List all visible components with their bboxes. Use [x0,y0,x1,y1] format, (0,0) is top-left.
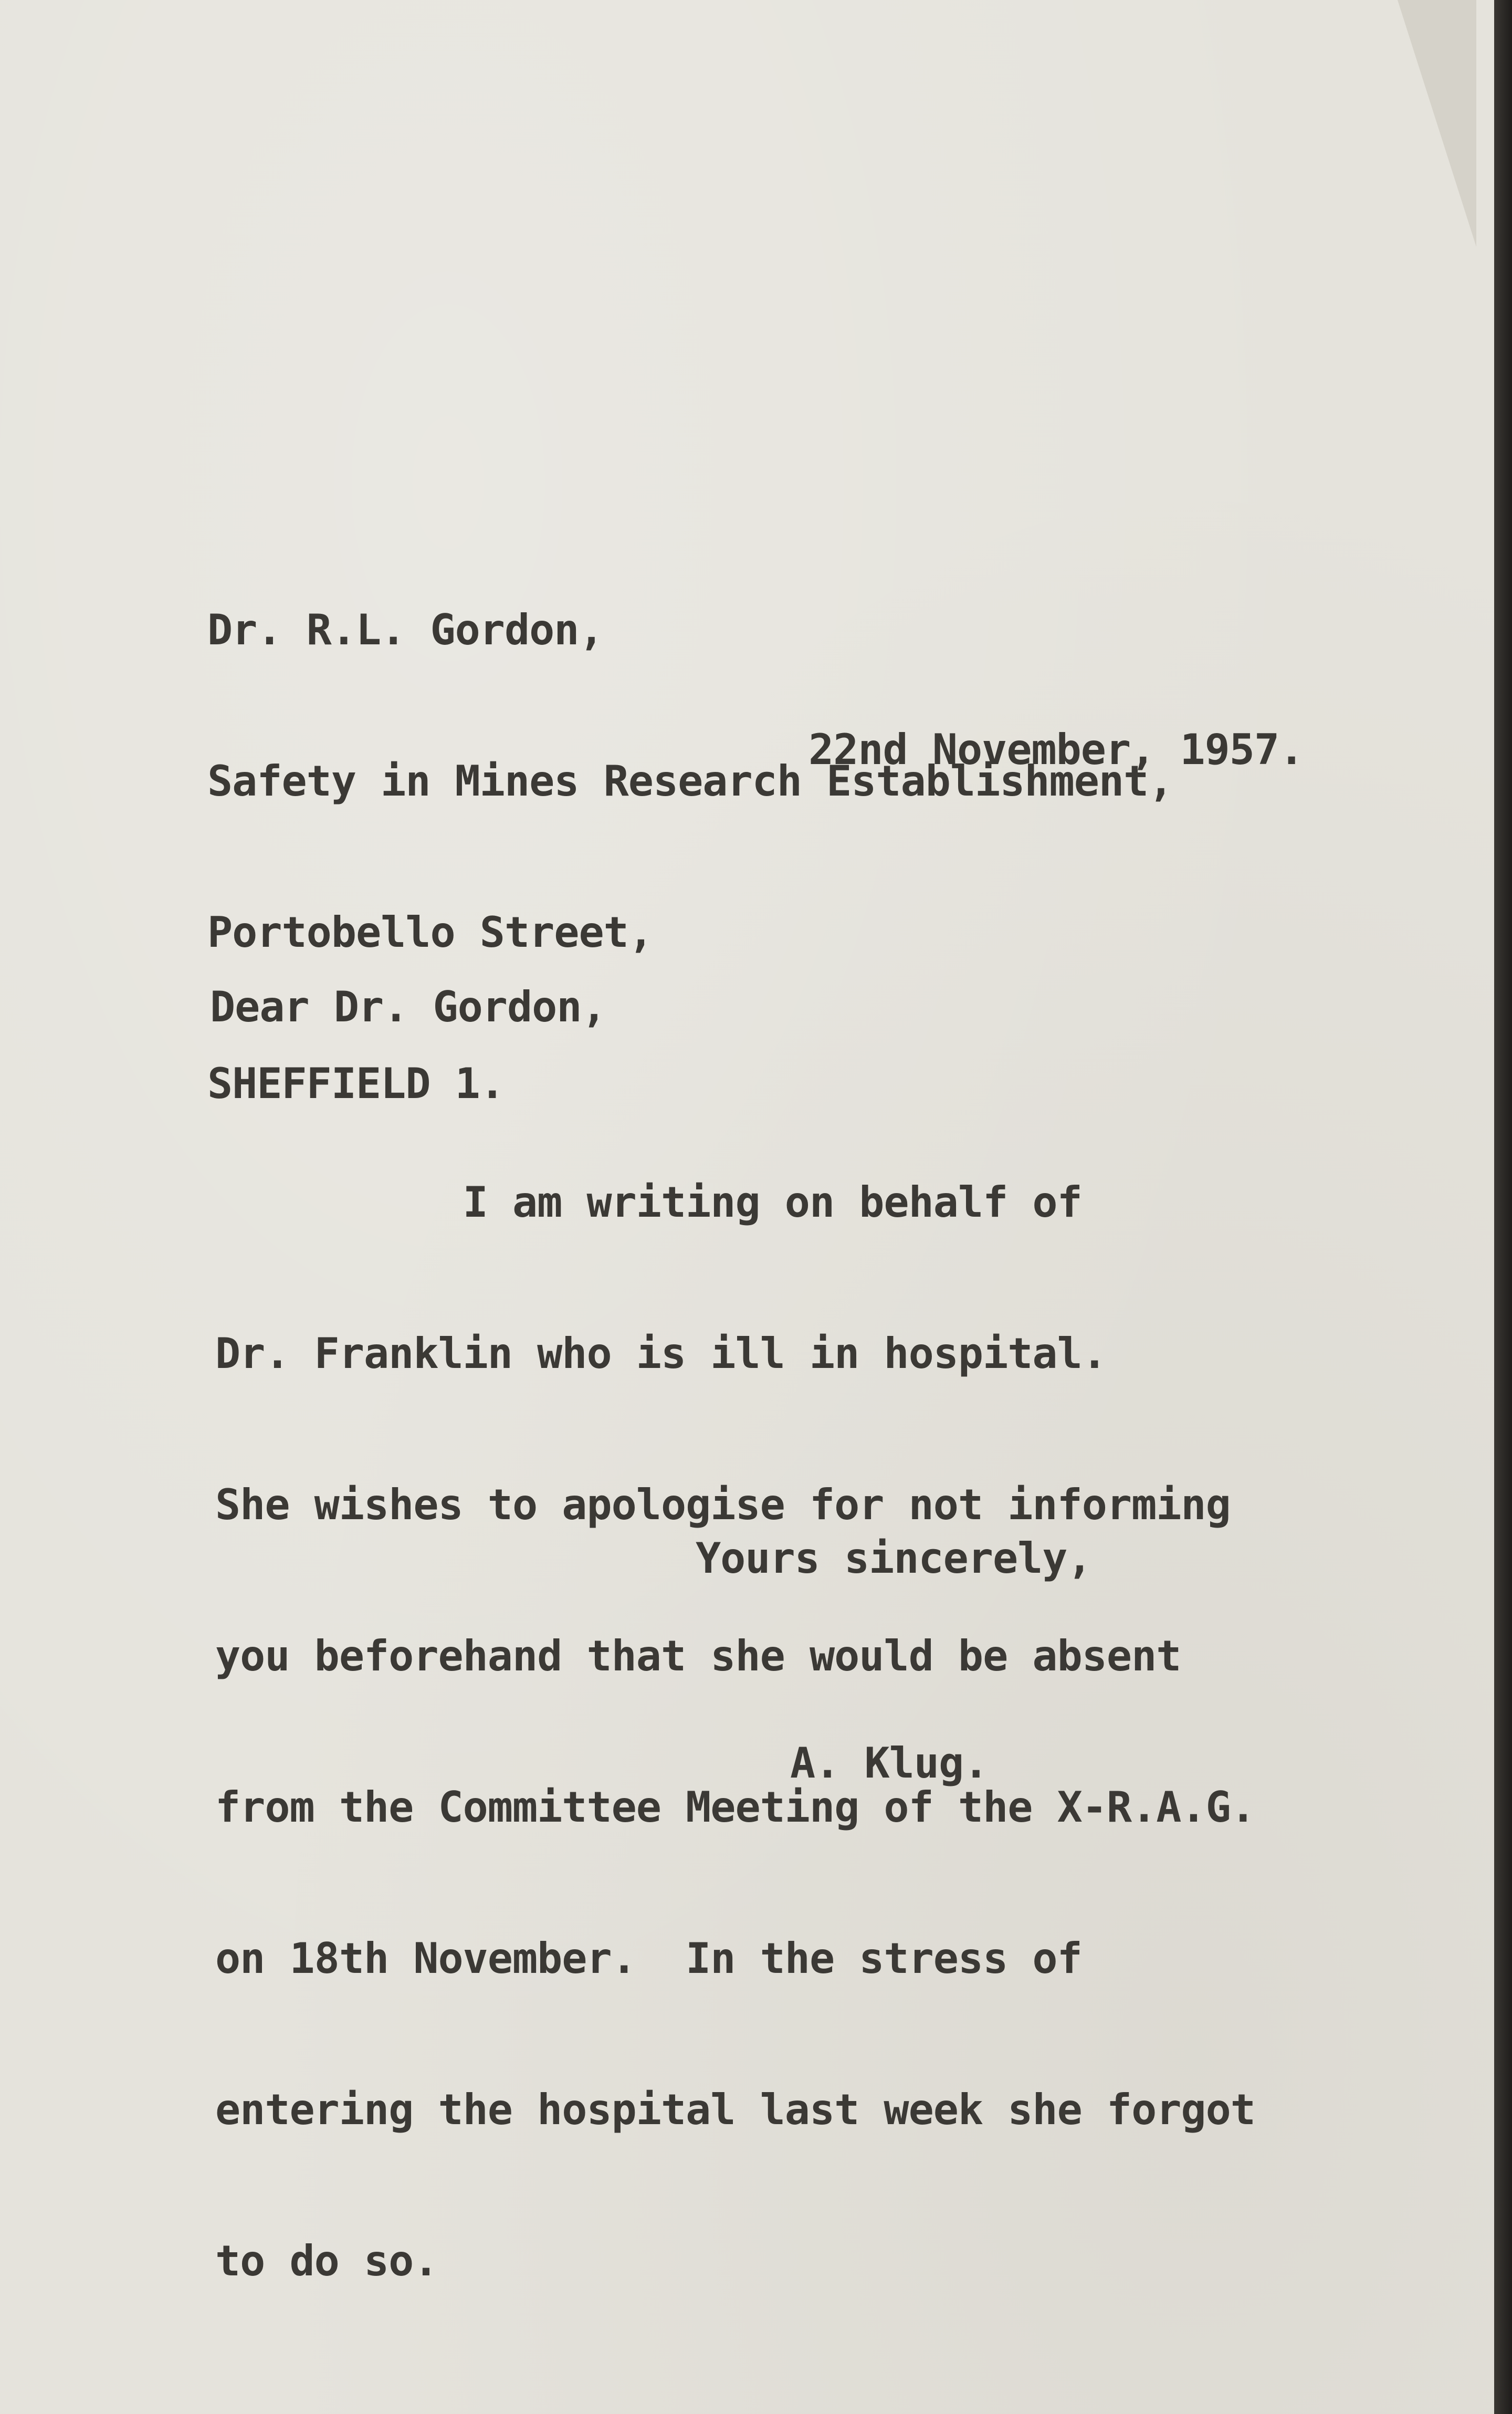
address-line-street: Portobello Street, [207,908,653,957]
scan-background-edge [1494,0,1512,2414]
folded-corner [1398,0,1476,247]
letter-date: 22nd November, 1957. [808,725,1304,774]
address-line-organisation: Safety in Mines Research Establishment, [207,757,1173,806]
address-line-name: Dr. R.L. Gordon, [207,605,604,654]
body-line: Dr. Franklin who is ill in hospital. [215,1329,1107,1378]
body-line: I am writing on behalf of [215,1178,1082,1227]
closing: Yours sincerely, [696,1534,1092,1583]
body-line: on 18th November. In the stress of [215,1934,1082,1983]
salutation: Dear Dr. Gordon, [210,983,606,1031]
body-line: you beforehand that she would be absent [215,1632,1181,1680]
body-line: from the Committee Meeting of the X-R.A.G. [215,1783,1255,1832]
letter-body [215,1077,1255,2387]
address-line-city: SHEFFIELD 1. [207,1059,505,1108]
body-line: entering the hospital last week she forgot [215,2085,1255,2134]
signature: A. Klug. [790,1739,989,1788]
body-line: She wishes to apologise for not informing [215,1480,1231,1529]
body-line: to do so. [215,2237,438,2285]
